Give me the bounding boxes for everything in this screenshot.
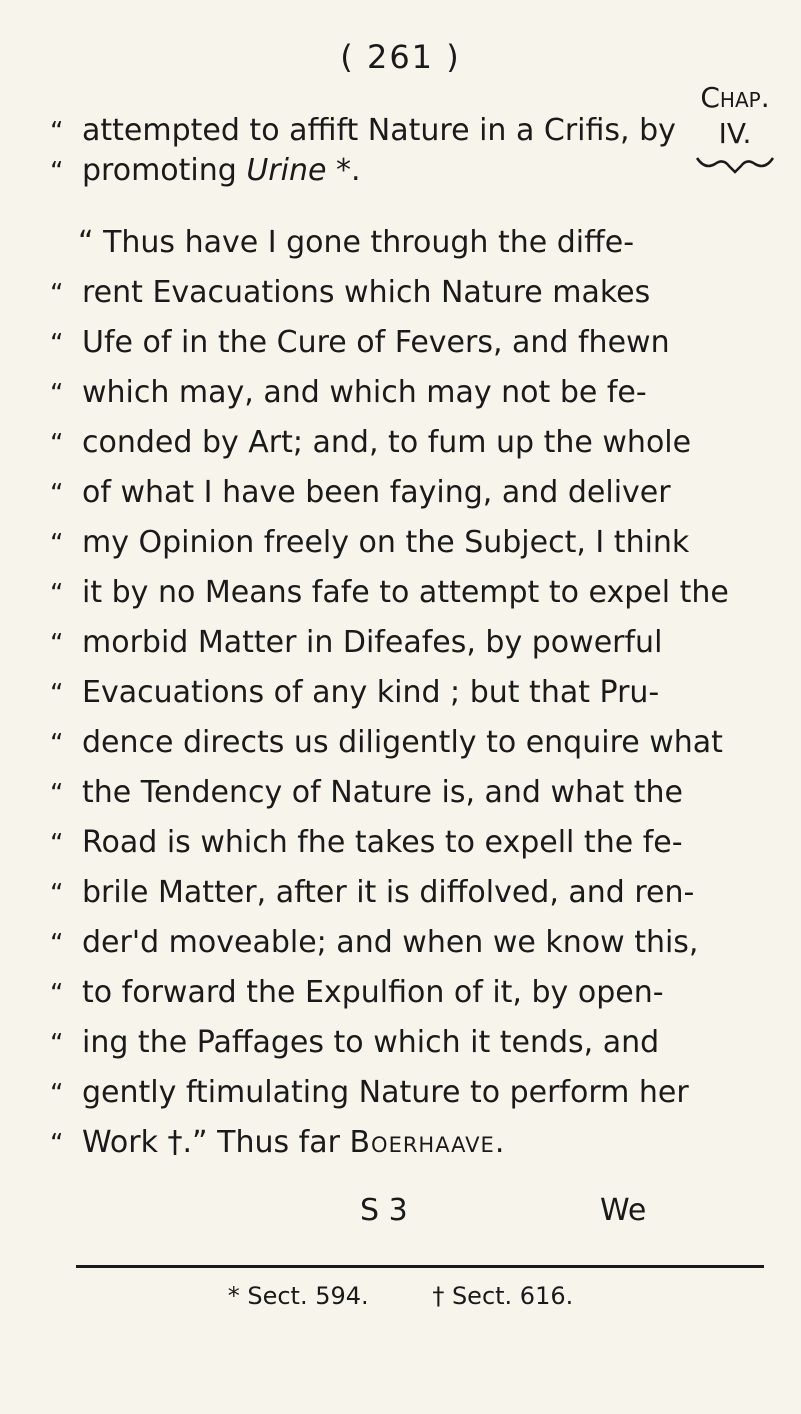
- text-line: [50, 274, 690, 313]
- line-text: dence directs us diligently to enquire what: [82, 725, 723, 760]
- text-line: [78, 224, 718, 262]
- footnote-2: † Sect. 616.: [432, 1282, 574, 1310]
- chapter-label: Chap.: [700, 81, 770, 114]
- line-text: morbid Matter in Difeafes, by powerful: [82, 625, 663, 660]
- quote-mark: “: [50, 157, 64, 187]
- quote-mark: “: [50, 117, 64, 147]
- line-text: brile Matter, after it is diffolved, and ren-: [82, 875, 695, 910]
- text-line: [50, 874, 695, 913]
- quote-mark: “: [50, 1079, 64, 1109]
- line-text: Work †.” Thus far Boerhaave.: [82, 1125, 505, 1160]
- line-text: promoting Urine *.: [82, 153, 361, 188]
- quote-mark: “: [50, 479, 64, 509]
- flourish-ornament-icon: [695, 154, 775, 174]
- text-line: [50, 374, 690, 413]
- text-line: [50, 324, 690, 363]
- chapter-number: IV.: [718, 117, 752, 150]
- line-text: the Tendency of Nature is, and what the: [82, 775, 683, 810]
- page-number: ( 261 ): [340, 38, 461, 76]
- line-text: der'd moveable; and when we know this,: [82, 925, 699, 960]
- line-text: my Opinion freely on the Subject, I think: [82, 525, 690, 560]
- quote-mark: “: [50, 579, 64, 609]
- quote-mark: “: [50, 929, 64, 959]
- text-line: [50, 924, 699, 963]
- text-line: [50, 524, 690, 563]
- text-line: [50, 424, 690, 463]
- text-line: [50, 624, 690, 663]
- line-text: attempted to affift Nature in a Crifis, by: [82, 113, 676, 148]
- text-line: [50, 474, 690, 513]
- signature-mark: S 3: [360, 1193, 408, 1228]
- line-text: gently ftimulating Nature to perform her: [82, 1075, 689, 1110]
- line-text: it by no Means fafe to attempt to expel the: [82, 575, 729, 610]
- line-text: “ Thus have I gone through the diffe-: [78, 225, 635, 260]
- text-line: [50, 774, 690, 813]
- footnote-rule: [76, 1265, 764, 1268]
- quote-mark: “: [50, 629, 64, 659]
- line-text: to forward the Expulfion of it, by open-: [82, 975, 664, 1010]
- catchword: We: [600, 1193, 647, 1228]
- line-text: rent Evacuations which Nature makes: [82, 275, 651, 310]
- footnotes: [0, 1282, 801, 1310]
- text-line: [50, 152, 690, 191]
- quote-mark: “: [50, 829, 64, 859]
- quote-mark: “: [50, 279, 64, 309]
- line-text: Ufe of in the Cure of Fevers, and fhewn: [82, 325, 670, 360]
- line-text: of what I have been faying, and deliver: [82, 475, 671, 510]
- text-line: [50, 674, 690, 713]
- text-line: [50, 824, 690, 863]
- quote-mark: “: [50, 979, 64, 1009]
- footnote-1: * Sect. 594.: [227, 1282, 369, 1310]
- text-line: [50, 1024, 690, 1063]
- quote-mark: “: [50, 729, 64, 759]
- text-line: [50, 1124, 690, 1163]
- text-line: [50, 724, 723, 763]
- quote-mark: “: [50, 329, 64, 359]
- line-text: conded by Art; and, to fum up the whole: [82, 425, 692, 460]
- line-text: Road is which fhe takes to expell the fe-: [82, 825, 683, 860]
- quote-mark: “: [50, 1129, 64, 1159]
- quote-mark: “: [50, 679, 64, 709]
- line-text: ing the Paffages to which it tends, and: [82, 1025, 660, 1060]
- text-line: [50, 574, 729, 613]
- quote-mark: “: [50, 429, 64, 459]
- quote-mark: “: [50, 529, 64, 559]
- line-text: Evacuations of any kind ; but that Pru-: [82, 675, 660, 710]
- text-line: [50, 112, 690, 151]
- text-line: [50, 974, 690, 1013]
- quote-mark: “: [50, 379, 64, 409]
- quote-mark: “: [50, 879, 64, 909]
- quote-mark: “: [50, 779, 64, 809]
- text-line: [50, 1074, 690, 1113]
- line-text: which may, and which may not be fe-: [82, 375, 647, 410]
- quote-mark: “: [50, 1029, 64, 1059]
